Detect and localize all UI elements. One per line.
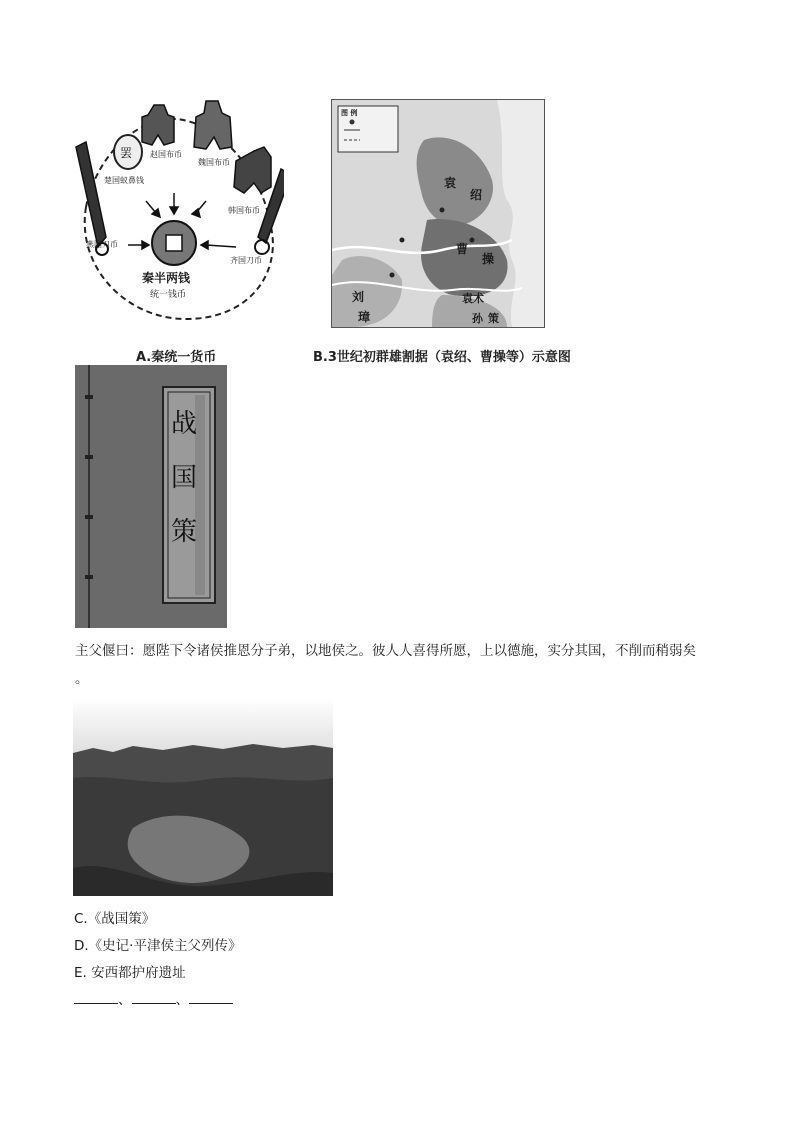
ruins-photo <box>73 698 333 896</box>
map-legend-title: 图 例 <box>341 109 358 117</box>
map-label-cao: 曹 <box>456 242 469 256</box>
option-c: C.《战国策》 <box>74 911 156 927</box>
zhufuyan-quote: 主父偃曰：愿陛下令诸侯推恩分子弟，以地侯之。彼人人喜得所愿，上以德施，实分其国，不削而稍弱矣 <box>75 643 696 659</box>
chu-coin-label: 楚国蚁鼻钱 <box>104 176 144 185</box>
answer-blank-1[interactable] <box>74 991 118 1004</box>
figure-b-caption: B.3世纪初群雄割据（袁绍、曹操等）示意图 <box>313 350 571 365</box>
map-label-shao: 绍 <box>470 188 483 202</box>
answer-blanks <box>74 988 233 1008</box>
map-label-ce: 策 <box>488 312 499 325</box>
option-d: D.《史记·平津侯主父列传》 <box>74 938 242 954</box>
answer-blank-2[interactable] <box>132 991 176 1004</box>
map-label-liu: 刘 <box>352 290 365 304</box>
warlords-map-figure <box>331 99 545 328</box>
book-cover <box>75 365 227 628</box>
book-title-char-2: 国 <box>171 463 198 493</box>
map-label-sun: 孙 <box>472 312 483 325</box>
map-label-yuanshu: 袁术 <box>462 292 484 305</box>
blank-separator-2: 、 <box>175 992 189 1008</box>
zhao-coin-label: 赵国布币 <box>150 150 182 159</box>
zhufuyan-quote-end: 。 <box>75 671 89 687</box>
blank-separator-1: 、 <box>118 992 132 1008</box>
zhanguoce-book-figure <box>75 365 227 628</box>
yan-coin-label: 燕国刀币 <box>86 240 118 249</box>
option-e: E. 安西都护府遗址 <box>74 965 186 981</box>
book-title-char-1: 战 <box>171 409 198 439</box>
unified-currency-label: 统一钱币 <box>150 290 187 300</box>
figure-a-caption: A.秦统一货币 <box>136 350 217 365</box>
anxi-ruins-figure <box>73 698 333 896</box>
ban-liang-label: 秦半两钱 <box>142 271 191 285</box>
book-title-char-3: 策 <box>171 517 198 547</box>
map-label-zhang: 璋 <box>358 310 371 324</box>
map-label-yuan: 袁 <box>444 176 457 190</box>
qi-coin-label: 齐国刀币 <box>230 256 262 265</box>
answer-blank-3[interactable] <box>189 991 233 1004</box>
svg-text:罢: 罢 <box>120 146 133 160</box>
wei-coin-label: 魏国布币 <box>198 158 230 167</box>
map-label-caocao: 操 <box>482 252 495 266</box>
han-coin-label: 韩国布币 <box>228 206 260 215</box>
qin-currency-figure <box>66 97 284 324</box>
